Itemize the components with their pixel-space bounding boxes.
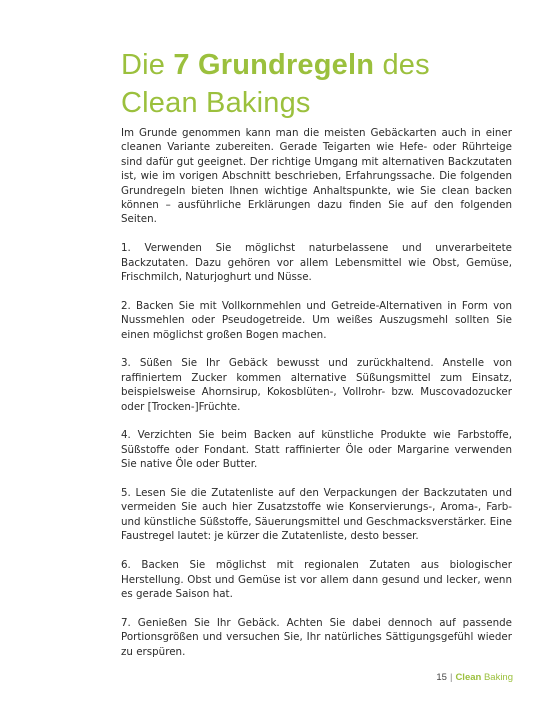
body-text	[121, 126, 512, 673]
title-prefix: Die	[121, 49, 174, 81]
footer-separator: |	[449, 672, 453, 683]
title-emphasis: 7 Grundregeln	[173, 49, 375, 81]
rule-4: 4. Verzichten Sie beim Backen auf künstliche Produkte wie Farbstoffe, Süßstoffe oder Fondant. Statt raffinierter Öle oder Margarine verwenden Sie native Öle oder Butter.	[121, 429, 512, 471]
rule-7: 7. Genießen Sie Ihr Gebäck. Achten Sie dabei dennoch auf passende Portionsgrößen und versuchen Sie, Ihr natürliches Sättigungsgefühl wieder zu erspüren.	[121, 616, 512, 658]
intro-paragraph: Im Grunde genommen kann man die meisten Gebäckarten auch in einer cleanen Variante zubereiten. Gerade Teigarten wie Hefe- oder Rührteige sind dafür gut geeignet. Der richtige Umgang mit alternativen Backzutaten ist, wie im vorigen Abschnitt beschrieben, Erfahrungssache. Die folgenden Grundregeln bieten Ihnen wichtige Anhaltspunkte, wie Sie clean backen können – ausführliche Erklärungen dazu finden Sie auf den folgenden Seiten.	[121, 127, 512, 226]
page-footer	[436, 672, 513, 683]
page-number: 15	[436, 672, 447, 683]
rule-1: 1. Verwenden Sie möglichst naturbelassene und unverarbeitete Backzutaten. Dazu gehören vor allem Lebensmittel wie Obst, Gemüse, Frischmilch, Naturjoghurt und Nüsse.	[121, 242, 512, 284]
footer-brand-light: Baking	[481, 672, 513, 683]
footer-brand-bold: Clean	[455, 672, 482, 683]
rule-5: 5. Lesen Sie die Zutatenliste auf den Verpackungen der Backzutaten und vermeiden Sie auch hier Zusatzstoffe wie Konservierungs-, Aroma-, Farb- und künstliche Süßstoffe, Säuerungsmittel und Geschmacksverstärker. Eine Faustregel lautet: je kürzer die Zutatenliste, desto besser.	[121, 487, 512, 543]
rule-3: 3. Süßen Sie Ihr Gebäck bewusst und zurückhaltend. Anstelle von raffiniertem Zucker kommen alternative Süßungsmittel zum Einsatz, beispielsweise Ahornsirup, Kokosblüten-, Vollrohr- bzw. Muscovadozucker oder [Trocken-]Früchte.	[121, 357, 512, 413]
title-suffix: des	[374, 49, 430, 81]
page-title	[121, 46, 521, 122]
rule-6: 6. Backen Sie möglichst mit regionalen Zutaten aus biologischer Herstellung. Obst und Gemüse ist vor allem dann gesund und lecker, wenn es gerade Saison hat.	[121, 559, 512, 600]
rule-2: 2. Backen Sie mit Vollkornmehlen und Getreide-Alternativen in Form von Nussmehlen oder Pseudogetreide. Um weißes Auszugsmehl sollten Sie einen möglichst großen Bogen machen.	[121, 299, 512, 341]
title-line-2: Clean Bakings	[121, 87, 311, 119]
